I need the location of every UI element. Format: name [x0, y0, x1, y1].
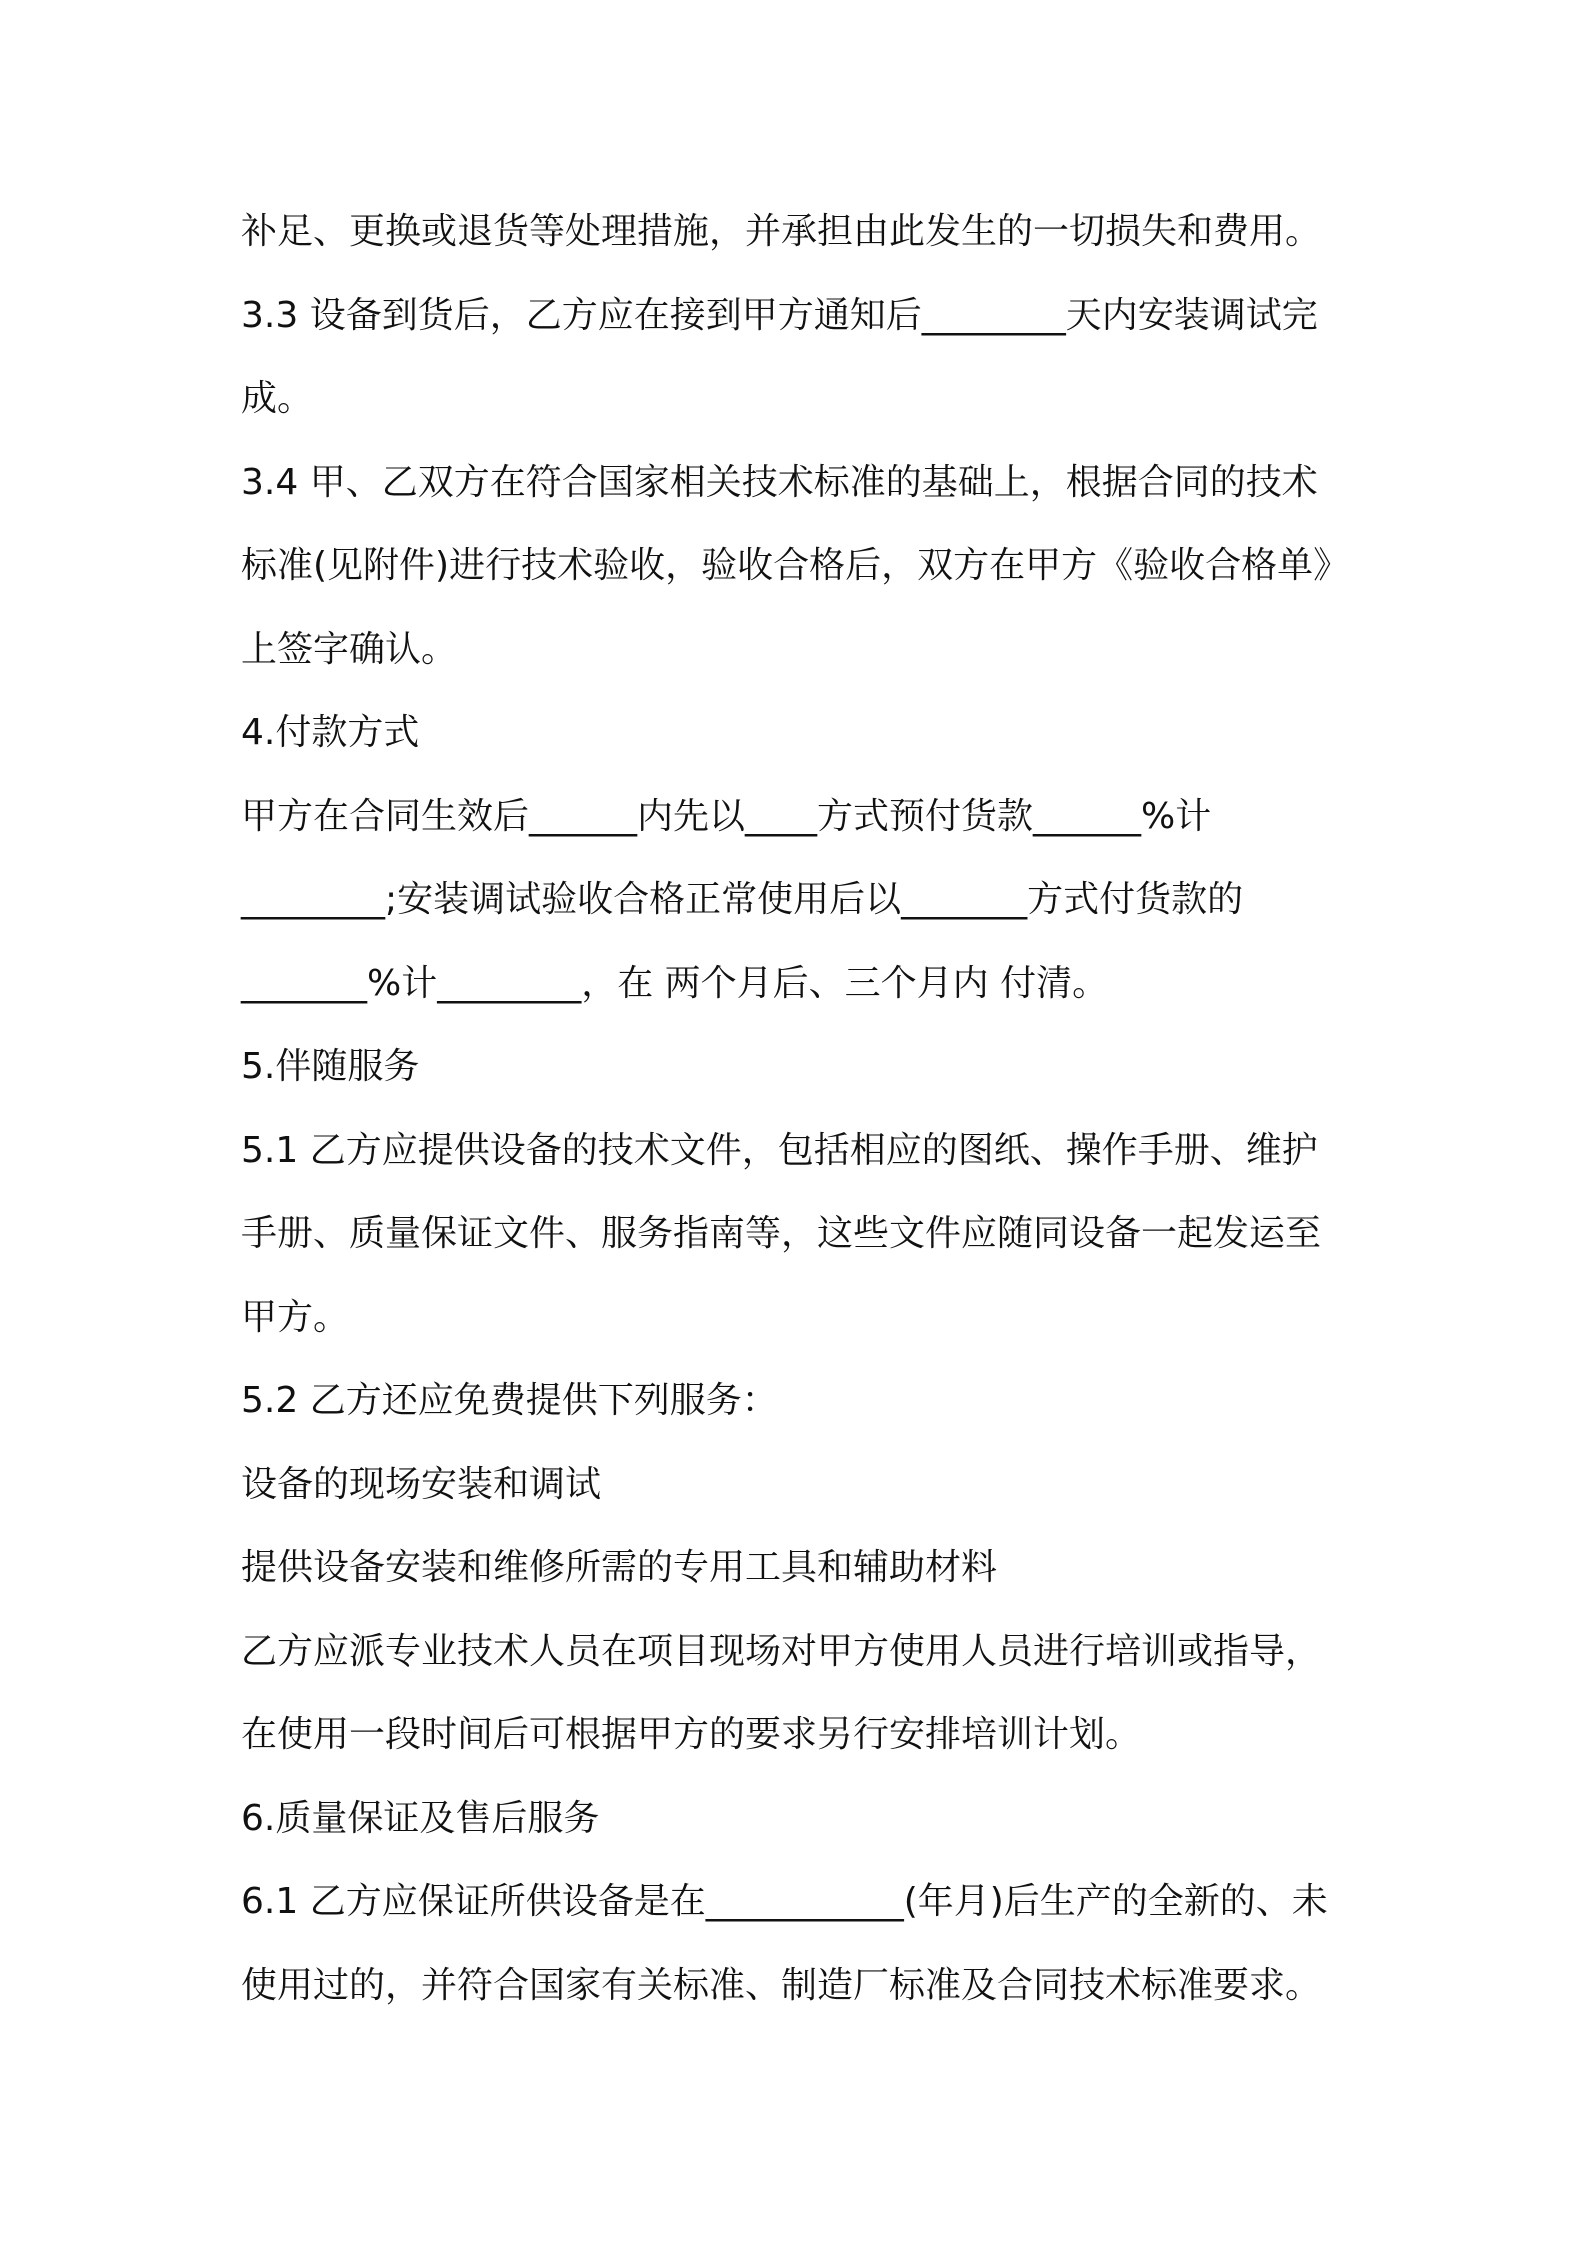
text-line: ________;安装调试验收合格正常使用后以_______方式付货款的 — [241, 879, 1244, 920]
text-line: 5.1 乙方应提供设备的技术文件，包括相应的图纸、操作手册、维护 — [241, 1129, 1318, 1171]
text-line: _______%计________，在 两个月后、三个月内 付清。 — [241, 962, 1109, 1004]
text-line: 提供设备安装和维修所需的专用工具和辅助材料 — [241, 1547, 998, 1588]
text-line: 使用过的，并符合国家有关标准、制造厂标准及合同技术标准要求。 — [241, 1964, 1322, 2006]
text-line: 5.2 乙方还应免费提供下列服务： — [241, 1380, 778, 1421]
text-line: 3.4 甲、乙双方在符合国家相关技术标准的基础上，根据合同的技术 — [241, 461, 1318, 503]
text-line: 甲方在合同生效后______内先以____方式预付货款______%计 — [241, 795, 1212, 837]
text-line: 上签字确认。 — [241, 628, 458, 670]
section-heading: 5.伴随服务 — [241, 1046, 420, 1087]
text-line: 3.3 设备到货后，乙方应在接到甲方通知后________天内安装调试完 — [241, 294, 1318, 336]
text-line: 标准(见附件)进行技术验收，验收合格后，双方在甲方《验收合格单》 — [241, 545, 1350, 586]
text-line: 6.1 乙方应保证所供设备是在___________(年月)后生产的全新的、未 — [241, 1881, 1328, 1922]
section-heading: 4.付款方式 — [241, 712, 420, 753]
text-line: 成。 — [241, 378, 314, 419]
text-line: 设备的现场安装和调试 — [241, 1463, 602, 1505]
document-body — [241, 190, 1366, 2027]
section-heading: 6.质量保证及售后服务 — [241, 1797, 600, 1839]
text-line: 手册、质量保证文件、服务指南等，这些文件应随同设备一起发运至 — [241, 1213, 1322, 1254]
text-line: 乙方应派专业技术人员在项目现场对甲方使用人员进行培训或指导， — [241, 1630, 1322, 1672]
text-line: 在使用一段时间后可根据甲方的要求另行安排培训计划。 — [241, 1714, 1142, 1755]
text-line: 补足、更换或退货等处理措施，并承担由此发生的一切损失和费用。 — [241, 211, 1322, 252]
text-line: 甲方。 — [241, 1296, 350, 1338]
